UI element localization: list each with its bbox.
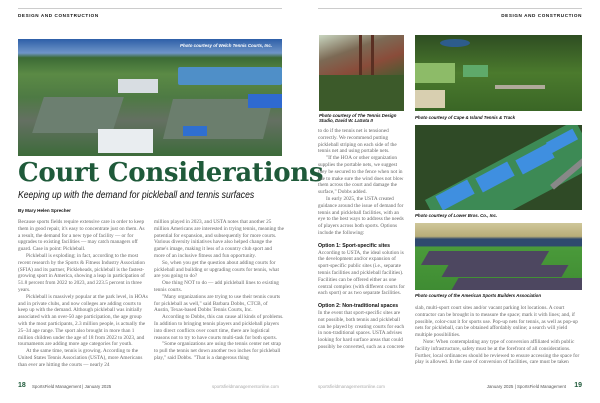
article-subtitle: Keeping up with the demand for pickleball and tennis surfaces	[18, 190, 255, 201]
paragraph: So, when you get the question about adding courts for pickleball and building or upgrading courts for tennis, what are you going to do?	[154, 259, 279, 280]
section-label: DESIGN AND CONSTRUCTION	[18, 13, 99, 18]
footer-publication: SportsField Management | January 2025	[32, 384, 112, 389]
byline: By Mary Helen Sprecher	[18, 208, 71, 213]
photo-aerial-facility	[415, 35, 582, 111]
paragraph: According to USTA, the ideal solution is the development and/or expansion of sport-specific public sites (i.e., separate tennis facilities and pickleball facilities). Facilities can be offered either as one central complex (with different courts for each sport) or as two separate facilities.	[318, 249, 405, 297]
header-rule	[18, 8, 282, 9]
paragraph: Note: When contemplating any type of conversion affiliated with public facility infrastructure, safety must be at the forefront of all considerations. Further, local ordinances should be reviewed to ensure accessing the space for play is allowed. In the case of conversion of facilities, care must be taken	[415, 338, 580, 366]
paragraph: At the same time, tennis is growing. According to the United States Tennis Association (USTA), more Americans than ever are hitting the courts — nearly 24	[18, 348, 143, 368]
paragraph: Because sports fields require extensive care in order to keep them in good repair, it's easy to concentrate just on them. As a result, the demand for a new type of facility — or for upgrades to existing facilities — may catch managers off guard. Case in point: Pickleball.	[18, 219, 145, 253]
paragraph: million played in 2023, and USTA notes that another 25 million Americans are interested in trying tennis, meaning the potential for expansion, and subsequently for more courts. Various diversity initiatives have also helped change the game's image, making it less of a country club sport and more of an inclusive fitness and fun opportunity.	[154, 219, 284, 259]
paragraph: Pickleball is exploding; in fact, according to the most recent research by the Sports & Fitness Industry Association (SFIA) and its partner, Pickleheads, pickleball is the fastest-growing sport in America, showing a leap in participation of 51.8 percent from 2022 to 2023, and 223.5 percent in three years.	[18, 252, 145, 293]
section-label: DESIGN AND CONSTRUCTION	[501, 13, 582, 18]
hero-photo-credit: Photo courtesy of Welch Tennis Courts, Inc.	[180, 43, 272, 48]
paragraph: "Some organizations are using the tennis center net strap to pull the tennis net down another two inches for pickleball play," said Dobbs. "That is a dangerous thing	[154, 341, 281, 361]
paragraph: One thing NOT to do — add pickleball lines to existing tennis courts.	[154, 280, 279, 293]
option-2-heading: Option 2: Non-traditional spaces	[318, 303, 399, 310]
body-column-2	[154, 219, 284, 362]
photo-credit-indoor: Photo courtesy of the American Sports Builders Association	[415, 293, 542, 298]
paragraph: In the event that sport-specific sites are not possible, both tennis and pickleball can be played by creating courts for each in non-traditional spaces. USTA advises looking for hard surface areas that could possibly be converted, such as a concrete	[318, 309, 405, 350]
right-wide-column	[415, 305, 582, 366]
header-rule	[318, 8, 582, 9]
photo-blue-courts	[415, 125, 582, 210]
paragraph: slab, multi-sport court sites and/or vacant parking lot locations. A court contractor can be brought in to measure the space; mark it with lines; and, if possible, color-coat it for sports use. Pop-up nets for tennis, as well as pop-up nets for pickleball, can be obtained affordably online; a search will yield multiple possibilities.	[415, 305, 578, 339]
footer-url: sportsfieldmanagementonline.com	[212, 384, 279, 389]
paragraph: In early 2025, the USTA created guidance around the issue of demand for tennis and pickleball facilities, with an eye to the best ways to address the needs of players across both sports. Options include the following:	[318, 195, 404, 236]
body-column-1	[18, 219, 148, 369]
footer-publication: January 2025 | SportsField Management	[486, 384, 566, 389]
hero-photo-tennis-complex	[18, 39, 282, 156]
paragraph: "Many organizations are trying to use their tennis courts for pickleball as well," said Barbara Dobbs, CTCB, of Austin, Texas-based Dobbs Tennis Courts, Inc.	[154, 293, 281, 314]
paragraph: Pickleball is massively popular at the park level, in HOAs and in private clubs, and now colleges are adding courts to keep up with the demand. Although pickleball was initially associated with an over-50 age participation, the age group with the most participants, 2.3 million people, is actually the 25–34 age range. The sport also brought in more than 1 million children under the age of 18 from 2022 to 2023, and tournaments are adding more age categories for youth.	[18, 293, 148, 348]
photo-credit-aerial: Photo courtesy of Cape & Island Tennis & Track	[415, 115, 516, 120]
footer-url: sportsfieldmanagementonline.com	[318, 384, 385, 389]
photo-credit-courts: Photo courtesy of Lower Bros. Co., Inc.	[415, 213, 498, 218]
photo-credit-fence: Photo courtesy of The Tennis Design Studio, David W. LaSota II	[319, 113, 397, 124]
photo-fenced-courts	[319, 35, 404, 111]
option-1-heading: Option 1: Sport-specific sites	[318, 242, 391, 249]
article-title: Court Considerations	[18, 158, 324, 188]
right-body-column	[318, 128, 406, 351]
paragraph: According to Dobbs, this can cause all kinds of problems. In addition to bringing tennis players and pickleball players into direct conflicts over court time, there are logistical reasons not to try to have courts multi-task for both sports.	[154, 314, 284, 341]
paragraph: "If the HOA or other organization supplies the portable nets, we suggest they be secured to the fence when not in use to make sure the wind does not blow them across the court and damage the surface," Dobbs added.	[318, 155, 404, 196]
page-number: 18	[18, 382, 26, 389]
photo-indoor-courts	[415, 223, 582, 290]
paragraph: to do if the tennis net is tensioned correctly. We recommend putting pickleball striping on each side of the tennis net and using portable nets.	[318, 128, 397, 155]
page-number: 19	[574, 382, 582, 389]
